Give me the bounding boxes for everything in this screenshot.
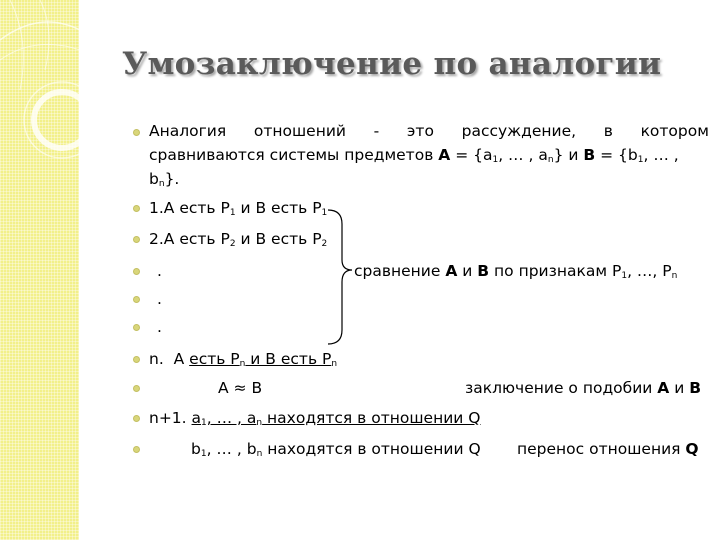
text-word: Аналогия [149, 122, 227, 140]
bullet-icon [133, 324, 140, 331]
definition-line-2: сравниваются системы предметов $А = \{a_1$, … , $a_n$} и $В = \{b_1$, … , [149, 146, 679, 165]
relation-b-line: $b_1$, … , $b_n$ находятся в отношении Q [191, 440, 481, 459]
bullet-icon [133, 268, 140, 275]
bullet-icon [133, 236, 140, 243]
decorative-swirl-icon [0, 0, 80, 540]
text-word: отношений [253, 122, 346, 140]
similarity-formula: А ≈ В [218, 379, 263, 397]
premise-n-plus-1: n+1. $a_1$, … , $a_n$ находятся в отношении Q [149, 409, 481, 428]
bullet-icon [133, 415, 140, 422]
page-title: Умозаключение по аналогии [122, 46, 662, 82]
text-word: котором [640, 122, 709, 140]
transfer-label: перенос отношения Q [517, 440, 699, 458]
comparison-label: сравнение А и В по признакам $P_1$, …, $P_n$ [354, 262, 678, 281]
text-word: в [603, 122, 613, 140]
text-word: рассуждение, [461, 122, 577, 140]
definition-line-3: $b_n$}. [149, 170, 180, 189]
text-word: - [373, 122, 380, 140]
ellipsis-dot: . [157, 318, 162, 336]
ellipsis-dot: . [157, 262, 162, 280]
conclusion-label: заключение о подобии А и В [465, 379, 702, 397]
curly-brace-icon [322, 208, 356, 350]
bullet-icon [133, 356, 140, 363]
bullet-icon [133, 205, 140, 212]
text-word: это [406, 122, 434, 140]
bullet-icon [133, 296, 140, 303]
bullet-icon [133, 385, 140, 392]
ellipsis-dot: . [157, 290, 162, 308]
premise-n: n. А есть $P_n$ и В есть $P_n$ [149, 350, 338, 369]
premise-1: 1.А есть $P_1$ и В есть $P_1$ [149, 199, 328, 218]
premise-2: 2.А есть $P_2$ и В есть $P_2$ [149, 230, 328, 249]
bullet-icon [133, 129, 140, 136]
bullet-icon [133, 446, 140, 453]
definition-line-1 [149, 120, 709, 142]
